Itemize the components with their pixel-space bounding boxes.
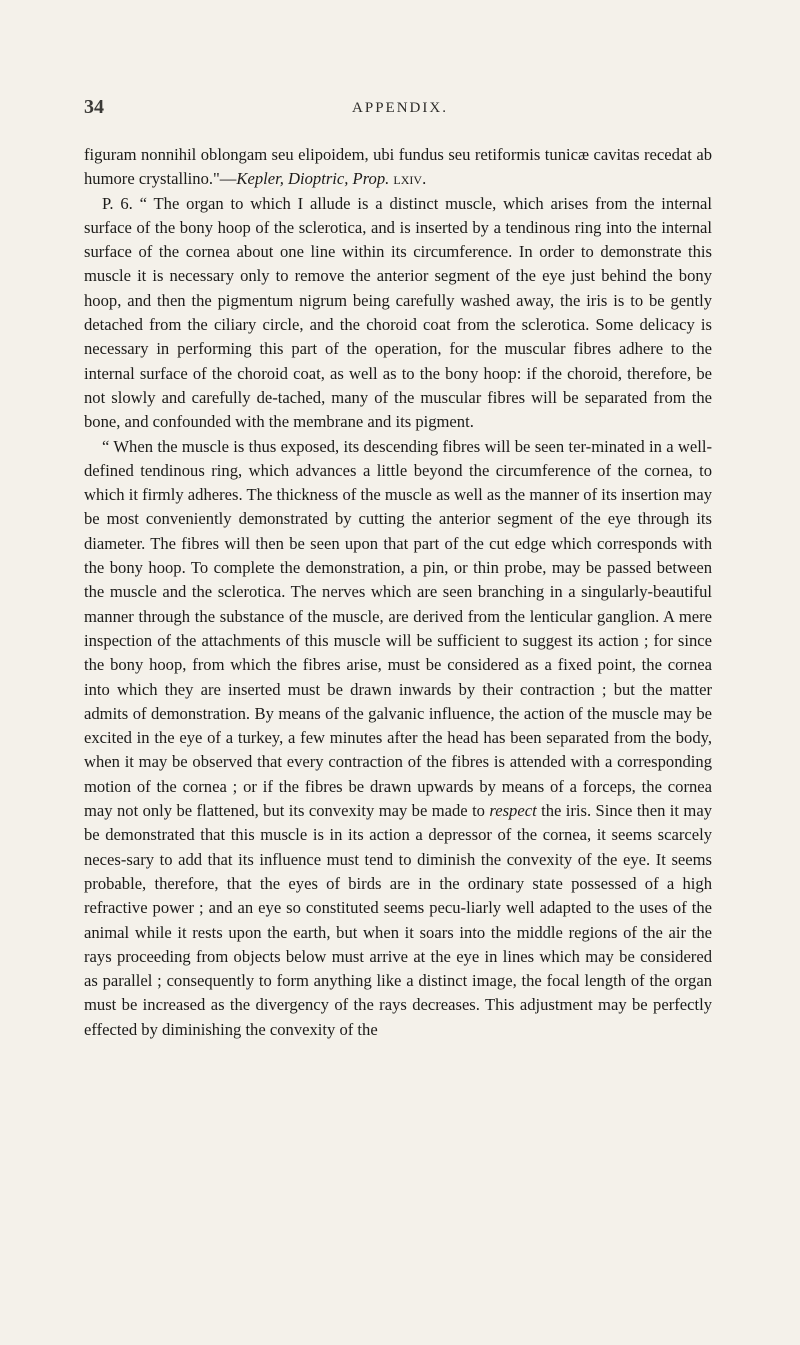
paragraph-text-part-1: “ When the muscle is thus exposed, its descending fibres will be seen ter-minated in a well-defined tendinous ring, which advances a little beyond the circumference of the cornea, to which it firmly adheres. The thickness of the muscle as well as the manner of its insertion may be most conveniently demonstrated by cutting the anterior segment of the eye through its diameter. The fibres will then be seen upon that part of the cut edge which corresponds with the bony hoop. To complete the demonstration, a pin, or thin probe, may be passed between the muscle and the sclerotica. The nerves which are seen branching in a singularly-beautiful manner through the substance of the muscle, are derived from the lenticular ganglion. A mere inspection of the attachments of this muscle will be sufficient to suggest its action ; for since the bony hoop, from which the fibres arise, must be considered as a fixed point, the cornea into which they are inserted must be drawn inwards by their contraction ; but the matter admits of demonstration. By means of the galvanic influence, the action of the muscle may be excited in the eye of a turkey, a few minutes after the head has been separated from the body, when it may be observed that every contraction of the fibres is attended with a corresponding motion of the cornea ; or if the fibres be drawn upwards by means of a forceps, the cornea may not only be flattened, but its convexity may be made to [84, 436, 712, 821]
running-title: APPENDIX. [352, 100, 448, 116]
citation-author: Kepler, Dioptric, Prop. [236, 169, 390, 189]
latin-quote-text: figuram nonnihil oblongam seu elipoidem, ubi fundus seu retiformis tunicæ cavitas recedat ab humore crystallino."— [84, 145, 712, 189]
paragraph-text-part-2: the iris. Since then it may be demonstrated that this muscle is in its action a depressor of the cornea, it seems scarcely neces-sary to add that its influence must tend to diminish the convexity of the eye. It seems probable, therefore, that the eyes of birds are in the ordinary state possessed of a high refractive power ; and an eye so constituted seems pecu-liarly well adapted to the uses of the animal while it rests upon the earth, but when it soars into the middle regions of the air the rays proceeding from objects below must arrive at the eye in lines which may be considered as parallel ; consequently to form anything like a distinct image, the focal length of the organ must be increased as the divergency of the rays decreases. This adjustment may be perfectly effected by diminishing the convexity of the [84, 801, 712, 1039]
page-number: 34 [84, 96, 104, 118]
running-head [84, 96, 716, 126]
paragraph-muscle-demonstration [84, 435, 712, 1042]
emphasis-respect: respect [489, 801, 537, 821]
body-text [84, 143, 712, 1042]
citation-number: lxiv. [389, 169, 427, 189]
paragraph-latin-quote [84, 143, 712, 192]
paragraph-muscle-description: P. 6. “ The organ to which I allude is a distinct muscle, which arises from the internal surface of the bony hoop of the sclerotica, and is inserted by a tendinous ring into the internal surface of the cornea about one line within its circumference. In order to demonstrate this muscle it is necessary only to remove the anterior segment of the eye just behind the bony hoop, and then the pigmentum nigrum being carefully washed away, the iris is to be gently detached from the ciliary circle, and the choroid coat from the sclerotica. Some delicacy is necessary in performing this part of the operation, for the muscular fibres adhere to the internal surface of the choroid coat, as well as to the bony hoop: if the choroid, therefore, be not slowly and carefully de-tached, many of the muscular fibres will be separated from the bone, and confounded with the membrane and its pigment. [84, 193, 712, 432]
